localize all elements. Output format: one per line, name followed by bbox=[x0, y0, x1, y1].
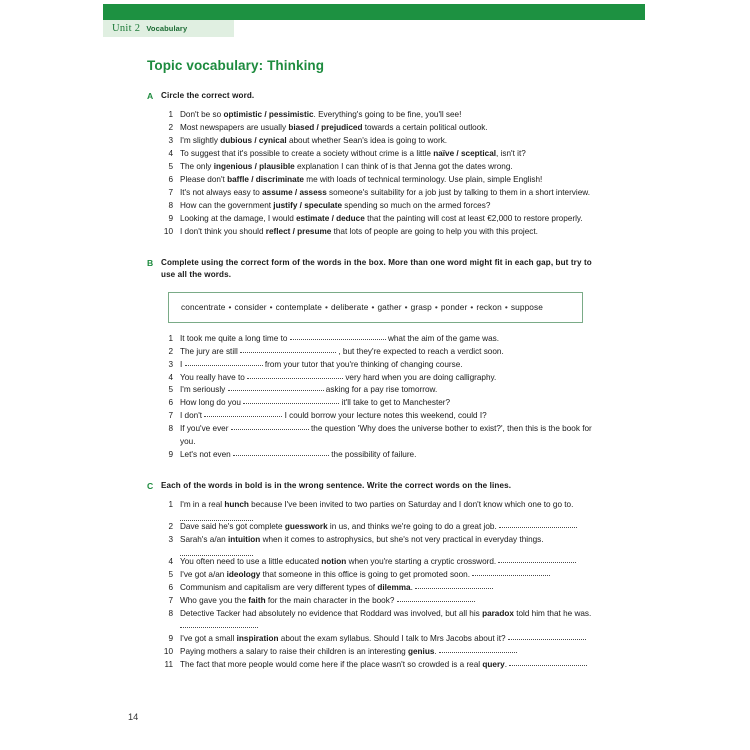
word-bank-word: contemplate bbox=[275, 301, 322, 312]
question-fragment: Sarah's a/an bbox=[180, 535, 228, 545]
question-text bbox=[180, 449, 607, 461]
question-item bbox=[161, 449, 607, 461]
question-item bbox=[161, 135, 607, 147]
question-text bbox=[180, 213, 607, 225]
answer-gap[interactable] bbox=[397, 601, 475, 602]
question-text bbox=[180, 359, 607, 371]
question-text bbox=[180, 161, 607, 173]
question-number: 11 bbox=[164, 660, 173, 670]
question-fragment: . bbox=[434, 647, 439, 657]
question-text bbox=[180, 109, 607, 121]
question-fragment: Don't be so bbox=[180, 110, 224, 120]
question-fragment: I'm slightly bbox=[180, 136, 221, 146]
question-text bbox=[180, 633, 607, 645]
question-text bbox=[180, 423, 607, 448]
question-text bbox=[180, 556, 607, 568]
question-fragment: Detective Tacker had absolutely no evidence that Roddard was involved, but all his bbox=[180, 609, 483, 619]
answer-gap[interactable] bbox=[204, 416, 282, 417]
exercise-letter: B bbox=[147, 258, 154, 269]
question-number: 4 bbox=[168, 557, 173, 567]
question-fragment: , but they're expected to reach a verdict soon. bbox=[336, 346, 504, 356]
question-number: 2 bbox=[168, 346, 173, 356]
question-number: 9 bbox=[168, 449, 173, 459]
word-bank-separator: • bbox=[269, 301, 273, 312]
question-number: 6 bbox=[168, 175, 173, 185]
exercise-instruction: Circle the correct word. bbox=[161, 91, 255, 100]
question-number: 7 bbox=[168, 411, 173, 421]
word-bank-word: deliberate bbox=[331, 301, 369, 312]
question-number: 5 bbox=[168, 385, 173, 395]
answer-gap[interactable] bbox=[472, 575, 550, 576]
question-text bbox=[180, 346, 607, 358]
question-number: 7 bbox=[168, 188, 173, 198]
question-number: 3 bbox=[168, 535, 173, 545]
question-text bbox=[180, 372, 607, 384]
word-bank-box bbox=[168, 292, 583, 323]
question-fragment: , isn't it? bbox=[496, 149, 526, 159]
bold-target-word: faith bbox=[248, 596, 266, 606]
question-text bbox=[180, 122, 607, 134]
bold-target-word: naïve / sceptical bbox=[433, 149, 497, 159]
answer-gap[interactable] bbox=[228, 390, 324, 391]
bold-target-word: notion bbox=[321, 557, 347, 567]
page-number: 14 bbox=[128, 712, 139, 722]
question-fragment: Please don't bbox=[180, 175, 228, 185]
question-fragment: It's not always easy to bbox=[180, 188, 263, 198]
exercise-list bbox=[147, 90, 607, 690]
bold-target-word: intuition bbox=[228, 535, 261, 545]
question-fragment: . Everything's going to be fine, you'll see! bbox=[313, 110, 462, 120]
question-number: 9 bbox=[168, 214, 173, 224]
question-item bbox=[161, 633, 607, 645]
question-text bbox=[180, 397, 607, 409]
question-number: 7 bbox=[168, 596, 173, 606]
question-fragment: It took me quite a long time to bbox=[180, 333, 290, 343]
exercise-heading bbox=[147, 90, 607, 102]
question-item bbox=[161, 372, 607, 384]
answer-gap[interactable] bbox=[231, 429, 309, 430]
word-bank-word: concentrate bbox=[181, 301, 226, 312]
answer-gap[interactable] bbox=[243, 403, 339, 404]
question-text bbox=[180, 200, 607, 212]
question-number: 10 bbox=[163, 227, 173, 237]
answer-gap[interactable] bbox=[233, 455, 329, 456]
bold-target-word: reflect / presume bbox=[265, 227, 332, 237]
question-fragment: that the painting will cost at least €2,000 to restore properly. bbox=[364, 214, 583, 224]
question-fragment: Paying mothers a salary to raise their children is an interesting bbox=[180, 647, 408, 657]
question-fragment: . bbox=[504, 660, 510, 670]
question-item bbox=[161, 161, 607, 173]
question-fragment: If you've ever bbox=[180, 424, 231, 434]
header-green-bar bbox=[103, 4, 645, 20]
bold-target-word: baffle / discriminate bbox=[227, 175, 304, 185]
section-label: Vocabulary bbox=[146, 24, 188, 33]
word-bank-separator: • bbox=[434, 301, 438, 312]
question-text bbox=[180, 187, 607, 199]
question-text bbox=[180, 410, 607, 422]
question-item bbox=[161, 397, 607, 409]
question-text bbox=[180, 226, 607, 238]
question-number: 6 bbox=[168, 398, 173, 408]
question-fragment: I'm seriously bbox=[180, 385, 228, 395]
bold-target-word: biased / prejudiced bbox=[288, 123, 363, 133]
question-item bbox=[161, 226, 607, 238]
question-fragment: . bbox=[410, 583, 416, 593]
question-fragment: someone's suitability for a job just by talking to them in a short interview. bbox=[326, 188, 591, 198]
question-number: 2 bbox=[168, 522, 173, 532]
question-item bbox=[161, 499, 607, 520]
question-text bbox=[180, 384, 607, 396]
question-text bbox=[180, 135, 607, 147]
exercise-letter: A bbox=[147, 91, 154, 101]
question-fragment: towards a certain political outlook. bbox=[362, 123, 488, 133]
question-fragment: Who gave you the bbox=[180, 596, 249, 606]
question-fragment: from your tutor that you're thinking of changing course. bbox=[262, 359, 463, 369]
answer-gap[interactable] bbox=[499, 527, 577, 528]
bold-target-word: optimistic / pessimistic bbox=[223, 110, 314, 120]
unit-label: Unit 2 bbox=[112, 23, 141, 34]
question-fragment: How long do you bbox=[180, 398, 244, 408]
question-fragment: the question 'Why does the universe bother to exist?', then this is the book for you. bbox=[180, 424, 592, 446]
page-title: Topic vocabulary: Thinking bbox=[147, 58, 325, 73]
question-item bbox=[161, 556, 607, 568]
question-item bbox=[161, 109, 607, 121]
question-number: 1 bbox=[168, 500, 173, 510]
question-item bbox=[161, 122, 607, 134]
question-text bbox=[180, 499, 607, 520]
question-item bbox=[161, 187, 607, 199]
question-item bbox=[161, 333, 607, 345]
question-text bbox=[180, 659, 607, 671]
question-fragment: in us, and thinks we're going to do a great job. bbox=[327, 522, 499, 532]
question-fragment: Dave said he's got complete bbox=[180, 522, 285, 532]
question-fragment: Most newspapers are usually bbox=[180, 123, 289, 133]
word-bank-word: consider bbox=[234, 301, 267, 312]
answer-gap[interactable] bbox=[415, 588, 493, 589]
question-item bbox=[161, 200, 607, 212]
word-bank-word: ponder bbox=[440, 301, 468, 312]
question-item bbox=[161, 608, 607, 633]
question-fragment: that someone in this office is going to get promoted soon. bbox=[260, 570, 473, 580]
question-text bbox=[180, 595, 607, 607]
question-fragment: what the aim of the game was. bbox=[385, 333, 500, 343]
question-fragment: I don't think you should bbox=[180, 227, 266, 237]
exercise-instruction: Complete using the correct form of the words in the box. More than one word might fit in each gap, but try to use all the words. bbox=[161, 258, 592, 279]
question-list bbox=[161, 109, 607, 238]
unit-tab bbox=[103, 20, 234, 37]
question-fragment: I'm in a real bbox=[180, 500, 225, 510]
exercise-instruction: Each of the words in bold is in the wrong sentence. Write the correct words on the lines. bbox=[161, 480, 512, 490]
question-text bbox=[180, 608, 607, 633]
word-bank-separator: • bbox=[371, 301, 375, 312]
page-content bbox=[147, 58, 607, 690]
question-fragment: Looking at the damage, I would bbox=[180, 214, 297, 224]
question-item bbox=[161, 582, 607, 594]
question-item bbox=[161, 521, 607, 533]
question-fragment: because I've been invited to two parties on Saturday and I don't know which one to go to. bbox=[248, 500, 574, 510]
bold-target-word: genius bbox=[408, 647, 435, 657]
word-bank-word: suppose bbox=[510, 301, 543, 312]
question-number: 5 bbox=[168, 162, 173, 172]
question-fragment: I've got a small bbox=[180, 634, 237, 644]
exercise-b bbox=[147, 257, 607, 480]
question-text bbox=[180, 521, 607, 533]
bold-target-word: dilemma bbox=[377, 583, 411, 593]
bold-target-word: query bbox=[482, 660, 505, 670]
question-number: 3 bbox=[168, 359, 173, 369]
answer-gap[interactable] bbox=[290, 339, 386, 340]
question-list bbox=[161, 499, 607, 672]
question-fragment: that lots of people are going to help you with this project. bbox=[331, 227, 538, 237]
question-fragment: I've got a/an bbox=[180, 570, 227, 580]
bold-target-word: ingenious / plausible bbox=[213, 162, 295, 172]
exercise-spacer bbox=[147, 672, 607, 690]
question-item bbox=[161, 534, 607, 555]
question-fragment: To suggest that it's possible to create a society without crime is a little bbox=[180, 149, 434, 159]
bold-target-word: justify / speculate bbox=[273, 201, 343, 211]
question-fragment: told him that he was. bbox=[513, 609, 592, 619]
question-text bbox=[180, 174, 607, 186]
question-text bbox=[180, 534, 607, 555]
exercise-heading bbox=[147, 480, 607, 492]
bold-target-word: paradox bbox=[482, 609, 514, 619]
word-bank-separator: • bbox=[404, 301, 408, 312]
question-fragment: I could borrow your lecture notes this weekend, could I? bbox=[282, 411, 487, 421]
question-fragment: The fact that more people would come here if the place wasn't so crowded is a real bbox=[180, 660, 483, 670]
bold-target-word: hunch bbox=[224, 500, 249, 510]
question-number: 8 bbox=[168, 609, 173, 619]
question-fragment: I don't bbox=[180, 411, 205, 421]
question-fragment: about the exam syllabus. Should I talk to Mrs Jacobs about it? bbox=[278, 634, 508, 644]
question-fragment: How can the government bbox=[180, 201, 274, 211]
question-item bbox=[161, 384, 607, 396]
question-fragment: The only bbox=[180, 162, 214, 172]
question-number: 6 bbox=[168, 583, 173, 593]
question-number: 8 bbox=[168, 424, 173, 434]
question-list bbox=[161, 333, 607, 462]
question-text bbox=[180, 333, 607, 345]
word-bank-separator: • bbox=[504, 301, 508, 312]
question-fragment: asking for a pay rise tomorrow. bbox=[323, 385, 438, 395]
question-item bbox=[161, 213, 607, 225]
answer-gap[interactable] bbox=[509, 665, 587, 666]
question-number: 10 bbox=[163, 647, 173, 657]
question-item bbox=[161, 423, 607, 448]
answer-gap[interactable] bbox=[247, 378, 343, 379]
question-fragment: very hard when you are doing calligraphy. bbox=[343, 372, 497, 382]
bold-target-word: dubious / cynical bbox=[220, 136, 287, 146]
bold-target-word: estimate / deduce bbox=[296, 214, 365, 224]
exercise-spacer bbox=[147, 239, 607, 257]
word-bank-word: grasp bbox=[410, 301, 432, 312]
question-number: 8 bbox=[168, 201, 173, 211]
bold-target-word: guesswork bbox=[284, 522, 328, 532]
word-bank-word: gather bbox=[377, 301, 402, 312]
exercise-c bbox=[147, 480, 607, 691]
question-number: 5 bbox=[168, 570, 173, 580]
question-number: 9 bbox=[168, 634, 173, 644]
question-item bbox=[161, 346, 607, 358]
question-text bbox=[180, 148, 607, 160]
question-fragment: You often need to use a little educated bbox=[180, 557, 322, 567]
question-fragment: Let's not even bbox=[180, 449, 233, 459]
question-item bbox=[161, 410, 607, 422]
question-item bbox=[161, 595, 607, 607]
question-item bbox=[161, 659, 607, 671]
question-number: 1 bbox=[168, 110, 173, 120]
question-fragment: when you're starting a cryptic crossword. bbox=[346, 557, 499, 567]
question-number: 4 bbox=[168, 372, 173, 382]
question-fragment: about whether Sean's idea is going to work. bbox=[286, 136, 448, 146]
question-fragment: You really have to bbox=[180, 372, 248, 382]
word-bank-separator: • bbox=[324, 301, 328, 312]
question-item bbox=[161, 174, 607, 186]
question-fragment: explanation I can think of is that Jenna got the dates wrong. bbox=[294, 162, 513, 172]
question-item bbox=[161, 569, 607, 581]
question-fragment: I bbox=[180, 359, 185, 369]
question-number: 2 bbox=[168, 123, 173, 133]
word-bank-separator: • bbox=[228, 301, 232, 312]
question-fragment: the possibility of failure. bbox=[329, 449, 417, 459]
answer-gap[interactable] bbox=[240, 352, 336, 353]
answer-gap[interactable] bbox=[185, 365, 263, 366]
question-fragment: when it comes to astrophysics, but she's not very practical in everyday things. bbox=[260, 535, 544, 545]
bold-target-word: inspiration bbox=[236, 634, 279, 644]
exercise-letter: C bbox=[147, 480, 154, 491]
answer-gap[interactable] bbox=[439, 652, 517, 653]
question-fragment: spending so much on the armed forces? bbox=[342, 201, 491, 211]
question-fragment: Communism and capitalism are very different types of bbox=[180, 583, 378, 593]
exercise-a bbox=[147, 90, 607, 257]
question-text bbox=[180, 582, 607, 594]
bold-target-word: ideology bbox=[226, 570, 261, 580]
answer-gap[interactable] bbox=[180, 513, 253, 521]
question-number: 4 bbox=[168, 149, 173, 159]
question-number: 1 bbox=[168, 333, 173, 343]
question-item bbox=[161, 359, 607, 371]
question-fragment: The jury are still bbox=[180, 346, 241, 356]
answer-gap[interactable] bbox=[180, 548, 253, 556]
word-bank-word: reckon bbox=[476, 301, 502, 312]
exercise-spacer bbox=[147, 462, 607, 480]
question-text bbox=[180, 646, 607, 658]
answer-gap[interactable] bbox=[508, 639, 586, 640]
question-text bbox=[180, 569, 607, 581]
question-item bbox=[161, 646, 607, 658]
answer-gap[interactable] bbox=[180, 627, 258, 628]
exercise-heading bbox=[147, 257, 607, 280]
question-item bbox=[161, 148, 607, 160]
question-fragment: it'll take to get to Manchester? bbox=[339, 398, 451, 408]
answer-gap[interactable] bbox=[498, 562, 576, 563]
question-number: 3 bbox=[168, 136, 173, 146]
question-fragment: me with loads of technical terminology. Use plain, simple English! bbox=[304, 175, 543, 185]
word-bank-separator: • bbox=[470, 301, 474, 312]
bold-target-word: assume / assess bbox=[262, 188, 327, 198]
question-fragment: for the main character in the book? bbox=[265, 596, 397, 606]
